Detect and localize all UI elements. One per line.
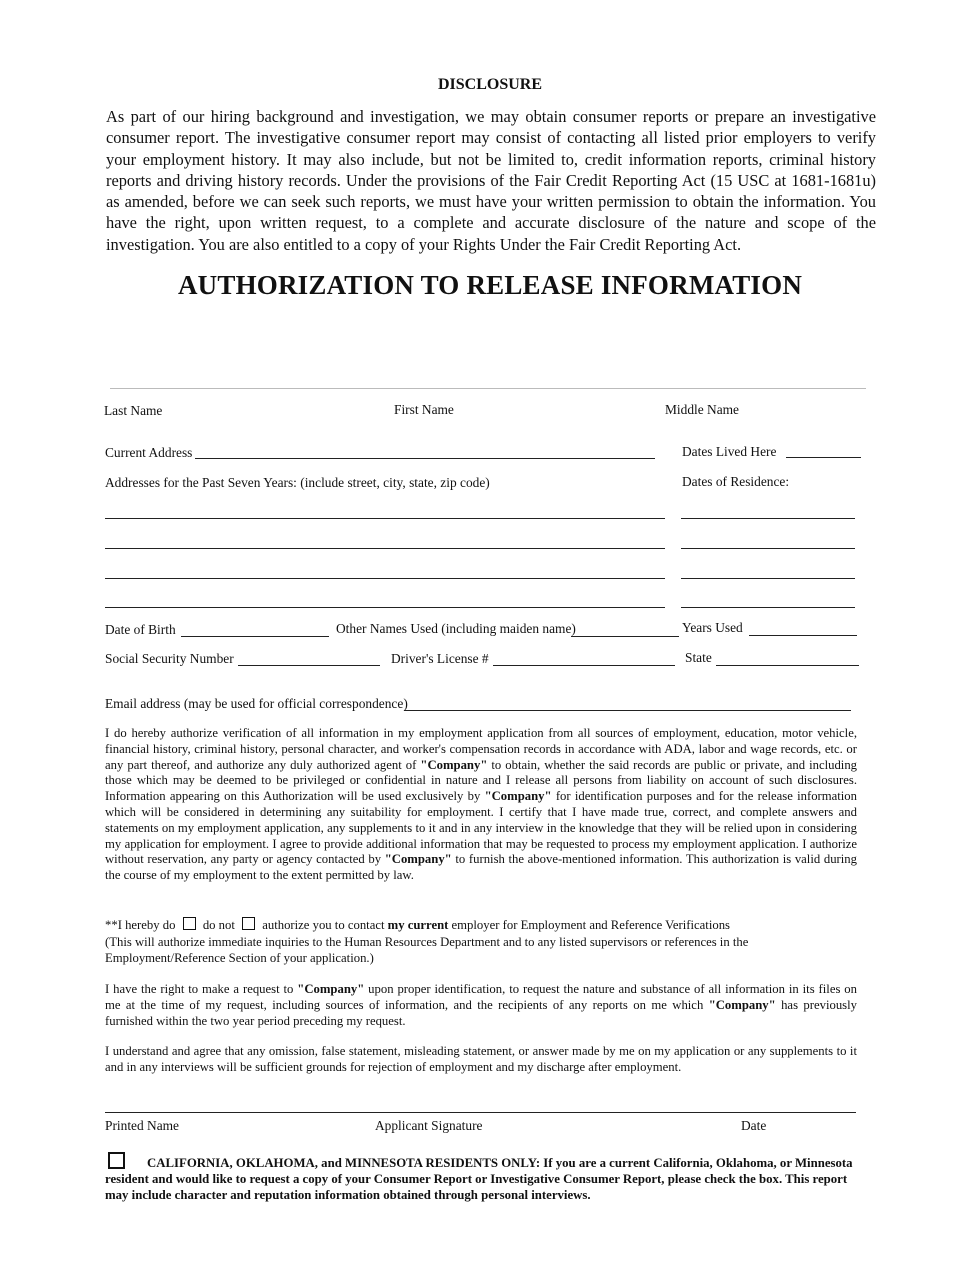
dates-of-residence-label: Dates of Residence:: [682, 474, 790, 489]
state-field[interactable]: [716, 665, 859, 666]
past-address-field-1[interactable]: [105, 518, 665, 519]
past-address-field-4[interactable]: [105, 607, 665, 608]
last-name-label: Last Name: [104, 403, 163, 418]
do-not-checkbox[interactable]: [242, 917, 255, 930]
residents-notice: CALIFORNIA, OKLAHOMA, and MINNESOTA RESIDENTS ONLY: If you are a current California, Oklahoma, or Minnesota resident and would like to request a copy of your Consumer Report or Investigative Consumer Report, please check the box. This report may include character and reputation information obtained through personal interviews.: [105, 1156, 853, 1203]
current-employer-consent: **I hereby do do not authorize you to contact my current employer for Employment and Reference Verifications: [105, 918, 730, 932]
disclosure-text: As part of our hiring background and investigation, we may obtain consumer reports or prepare an investigative consumer report. The investigative consumer report may consist of contacting all listed prior employers to verify your employment history. It may also include, but not be limited to, credit information reports, criminal history reports and driving history records. Under the provisions of the Fair Credit Reporting Act (15 USC at 1681-1681u) as amended, before we can seek such reports, we must have your written permission to obtain the information. You have the right, upon written request, to a complete and accurate disclosure of the nature and scope of the investigation. You are also entitled to a copy of your Rights Under the Fair Credit Reporting Act.: [106, 107, 876, 254]
understand-paragraph: I understand and agree that any omission, false statement, misleading statement, or answer made by me on my application or any supplements to it and in any interviews will be sufficient grounds for rejection of employment and my discharge after employment.: [105, 1044, 857, 1074]
first-name-label: First Name: [394, 402, 454, 417]
date-of-birth-label: Date of Birth: [105, 622, 176, 637]
other-names-label: Other Names Used (including maiden name): [336, 621, 576, 636]
residence-dates-field-2[interactable]: [681, 548, 855, 549]
other-names-field[interactable]: [571, 636, 679, 637]
do-checkbox[interactable]: [183, 917, 196, 930]
drivers-license-label: Driver's License #: [391, 651, 489, 666]
printed-name-label: Printed Name: [105, 1118, 180, 1133]
date-label: Date: [741, 1118, 767, 1133]
email-field[interactable]: [404, 710, 851, 711]
years-used-field[interactable]: [749, 635, 857, 636]
past-address-field-2[interactable]: [105, 548, 665, 549]
name-fill-line[interactable]: [110, 388, 866, 389]
years-used-label: Years Used: [682, 620, 743, 635]
ssn-field[interactable]: [238, 665, 380, 666]
applicant-signature-label: Applicant Signature: [375, 1118, 483, 1133]
past-addresses-label: Addresses for the Past Seven Years: (include street, city, state, zip code): [105, 475, 490, 490]
company-name: "Company": [384, 852, 452, 867]
dates-lived-here-field[interactable]: [786, 457, 861, 458]
current-address-field[interactable]: [195, 458, 655, 459]
residence-dates-field-4[interactable]: [681, 607, 855, 608]
current-address-label: Current Address: [105, 445, 193, 460]
middle-name-label: Middle Name: [665, 402, 740, 417]
dates-lived-here-label: Dates Lived Here: [682, 444, 777, 459]
state-label: State: [685, 650, 712, 665]
authorization-paragraph: I do hereby authorize verification of all information in my employment application from all sources of employment, education, motor vehicle, financial history, criminal history, personal character, and worker's compensation records in accordance with ADA, labor and wage records, etc. or any part thereof, and authorize any duly authorized agent of "Company" to obtain, whether the said records are public or private, and including those which may be deemed to be privileged or confidential in nature and I release all persons from liability on account of such disclosures. Information appearing on this Authorization will be used exclusively by "Company" for identification purposes and for the release information which will be considered in determining any suitability for employment. I certify that I have made true, correct, and complete answers and statements on my employment application, any supplements to it and in any interview in the knowledge that they will be relied upon in considering my application for employment. I agree to provide additional information that may be requested to process my employment application. I authorize without reservation, any party or agency contacted by "Company" to furnish the above-mentioned information. This authorization is valid during the course of my employment to the extent permitted by law.: [105, 726, 857, 883]
ssn-label: Social Security Number: [105, 651, 234, 666]
residence-dates-field-3[interactable]: [681, 578, 855, 579]
company-name: "Company": [708, 997, 776, 1012]
company-name: "Company": [484, 789, 552, 804]
email-label: Email address (may be used for official correspondence): [105, 696, 408, 711]
signature-line[interactable]: [105, 1112, 856, 1113]
drivers-license-field[interactable]: [493, 665, 675, 666]
disclosure-title: DISCLOSURE: [437, 76, 543, 93]
company-name: "Company": [297, 982, 365, 996]
current-employer-note: (This will authorize immediate inquiries to the Human Resources Department and to any listed supervisors or references in the Employment/Reference Section of your application.): [105, 935, 749, 965]
rights-paragraph: I have the right to make a request to "Company" upon proper identification, to request the nature and substance of all information in its files on me at the time of my request, including sources of information, and the recipients of any reports on me which "Company" has previously furnished within the two year period preceding my request.: [105, 982, 857, 1028]
residence-dates-field-1[interactable]: [681, 518, 855, 519]
company-name: "Company": [420, 757, 488, 772]
page-title: AUTHORIZATION TO RELEASE INFORMATION: [177, 270, 803, 300]
past-address-field-3[interactable]: [105, 578, 665, 579]
date-of-birth-field[interactable]: [181, 636, 329, 637]
